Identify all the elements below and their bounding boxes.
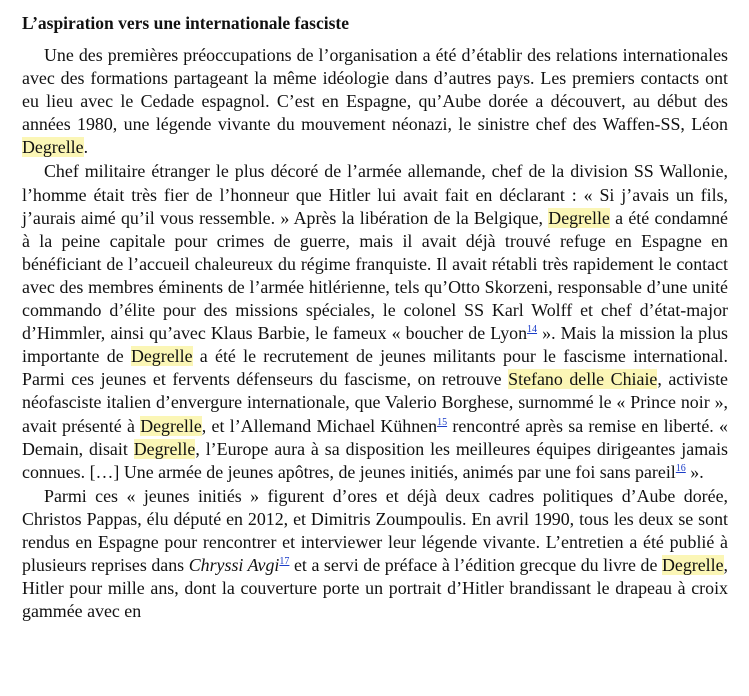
highlighted-term: Degrelle bbox=[22, 137, 84, 158]
paragraph-2 bbox=[22, 160, 728, 483]
document-page bbox=[22, 12, 728, 624]
highlighted-term: Degrelle bbox=[548, 207, 610, 228]
footnote-link-15[interactable]: 15 bbox=[437, 416, 448, 428]
highlighted-term: Degrelle bbox=[133, 438, 196, 459]
highlighted-term: Stefano delle Chiaie bbox=[508, 369, 658, 390]
section-title: L’aspiration vers une internationale fasciste bbox=[22, 13, 349, 33]
footnote-link-17[interactable]: 17 bbox=[279, 556, 290, 568]
footnote-link-14[interactable]: 14 bbox=[527, 324, 538, 336]
italic-title: Chryssi Avgi bbox=[188, 555, 280, 576]
paragraph-1 bbox=[22, 44, 728, 159]
paragraph-3 bbox=[22, 485, 728, 624]
text-run: , et l’Allemand Michael Kühnen bbox=[201, 415, 438, 436]
text-run: , Hitler pour mille ans, dont la couverture porte un portrait d’Hitler brandissant le drapeau à croix gammée avec en bbox=[22, 555, 729, 622]
text-run: Chef militaire étranger le plus décoré de l’armée allemande, chef de la division SS Wallonie, l’homme était très fier de l’honneur que Hitler lui avait fait en déclarant : « Si j’avais un fils, j’aurais aimé qu’il vous ressemble. » Après la libération de la Belgique, bbox=[22, 161, 728, 228]
text-run: a été le recrutement de jeunes militants pour le fascisme international. Parmi ces jeunes et fervents défenseurs du fascisme, on retrouve bbox=[22, 346, 728, 390]
text-run: rencontré après sa remise en liberté. « Demain, disait bbox=[22, 415, 728, 459]
text-run: . bbox=[83, 137, 89, 158]
footnote-link-16[interactable]: 16 bbox=[675, 462, 686, 474]
highlighted-term: Degrelle bbox=[661, 555, 724, 576]
text-run: et a servi de préface à l’édition grecque du livre de bbox=[289, 555, 662, 576]
text-run: , activiste néofasciste italien d’envergure internationale, que Valerio Borghese, surnommé le « Prince noir », avait présenté à bbox=[22, 369, 728, 436]
text-run: Parmi ces « jeunes initiés » figurent d’ores et déjà deux cadres politiques d’Aube dorée, Christos Pappas, élu député en 2012, et Dimitris Zoumpoulis. En avril 1990, tous les deux se sont rendus en Espagne pour rencontrer et interviewer leur légende vivante. L’entretien a été publié à plusieurs reprises dans bbox=[22, 485, 728, 576]
text-run: ». Mais la mission la plus importante de bbox=[22, 323, 728, 367]
highlighted-term: Degrelle bbox=[130, 346, 193, 367]
highlighted-term: Degrelle bbox=[140, 415, 202, 436]
text-run: ». bbox=[685, 461, 704, 482]
text-run: , l’Europe aura à sa disposition les meilleures équipes dirigeantes jamais connues. […] Une armée de jeunes apôtres, de jeunes initiés, animés par une foi sans pareil bbox=[22, 438, 728, 482]
text-run: a été condamné à la peine capitale pour crimes de guerre, mais il avait déjà trouvé refuge en Espagne en bénéficiant de l’accueil chaleureux du régime franquiste. Il avait rétabli très rapidement le contact avec des membres éminents de l’armée hitlérienne, tels qu’Otto Skorzeni, responsable d’une unité commando d’élite pour des missions spéciales, le colonel SS Karl Wolff et chef d’état-major d’Himmler, ainsi qu’avec Klaus Barbie, le fameux « boucher de Lyon bbox=[22, 207, 728, 344]
text-run: Une des premières préoccupations de l’organisation a été d’établir des relations internationales avec des formations partageant la même idéologie dans d’autres pays. Les premiers contacts ont eu lieu avec le Cedade espagnol. C’est en Espagne, qu’Aube dorée a découvert, au début des années 1980, une légende vivante du mouvement néonazi, le sinistre chef des Waffen-SS, Léon bbox=[22, 45, 728, 135]
